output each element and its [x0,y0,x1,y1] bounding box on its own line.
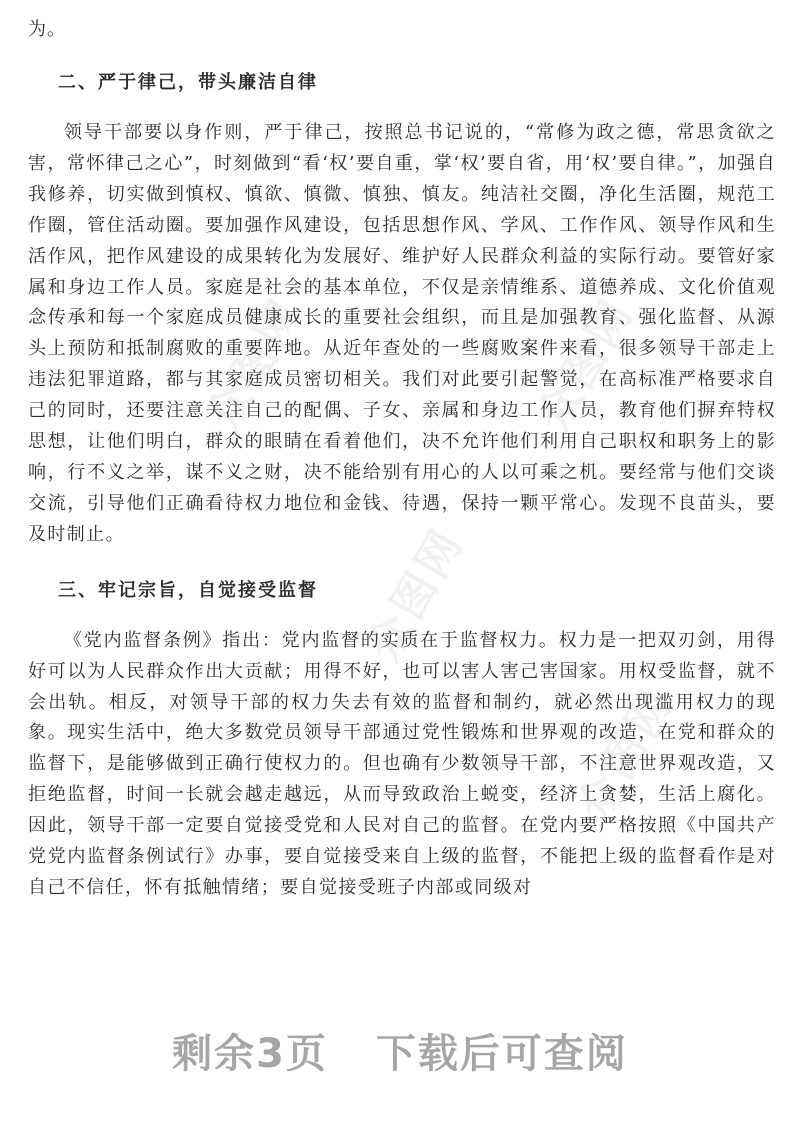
download-prompt-banner[interactable] [0,1022,800,1079]
document-page [28,0,776,904]
section-paragraph-2: 领导干部要以身作则，严于律己，按照总书记说的，“常修为政之德，常思贪欲之害，常怀律己之心”，时刻做到“看‘权’要自重，掌‘权’要自省，用‘权’要自律。”，加强自我修养，切实做到慎权、慎欲、慎微、慎独、慎友。纯洁社交圈，净化生活圈，规范工作圈，管住活动圈。要加强作风建设，包括思想作风、学风、工作作风、领导作风和生活作风，把作风建设的成果转化为发展好、维护好人民群众利益的实际行动。要管好家属和身边工作人员。家庭是社会的基本单位，不仅是亲情维系、道德养成、文化价值观念传承和每一个家庭成员健康成长的重要社会组织，而且是加强教育、强化监督、从源头上预防和抵制腐败的重要阵地。从近年查处的一些腐败案件来看，很多领导干部走上违法犯罪道路，都与其家庭成员密切相关。我们对此要引起警觉，在高标准严格要求自己的同时，还要注意关注自己的配偶、子女、亲属和身边工作人员，教育他们摒弃特权思想，让他们明白，群众的眼睛在看着他们，决不允许他们利用自己职权和职务上的影响，行不义之举，谋不义之财，决不能给别有用心的人以可乘之机。要经常与他们交谈交流，引导他们正确看待权力地位和金钱、待遇，保持一颗平常心。发现不良苗头，要及时制止。 [28,122,776,545]
section-heading-3: 三、牢记宗旨，自觉接受监督 [58,579,318,601]
watermark-3: 众图网 [357,519,474,670]
section-paragraph-3: 《党内监督条例》指出：党内监督的实质在于监督权力。权力是一把双刃剑，用得好可以为人民群众作出大贡献；用得不好，也可以害人害己害国家。用权受监督，就不会出轨。相反，对领导干部的权力失去有效的监督和制约，就必然出现滥用权力的现象。现实生活中，绝大多数党员领导干部通过党性锻炼和世界观的改造，在党和群众的监督下，是能够做到正确行使权力的。但也确有少数领导干部，不注意世界观改造，又拒绝监督，时间一长就会越走越远，从而导致政治上蜕变，经济上贪婪，生活上腐化。因此，领导干部一定要自觉接受党和人民对自己的监督。在党内要严格按照《中国共产党党内监督条例试行》办事，要自觉接受来自上级的监督，不能把上级的监督看作是对自己不信任，怀有抵触情绪；要自觉接受班子内部或同级对 [28,629,776,898]
download-to-read-text: 下载后可查阅 [375,1031,628,1077]
section-heading-2: 二、严于律己，带头廉洁自律 [58,72,318,93]
watermark-2: 众图网 [527,289,644,440]
watermark-1: 众图网 [197,289,314,440]
previous-paragraph-fragment: 为。 [28,19,66,40]
remaining-pages-text: 剩余3页 [172,1031,328,1077]
watermark-4: 众图网 [567,679,684,830]
